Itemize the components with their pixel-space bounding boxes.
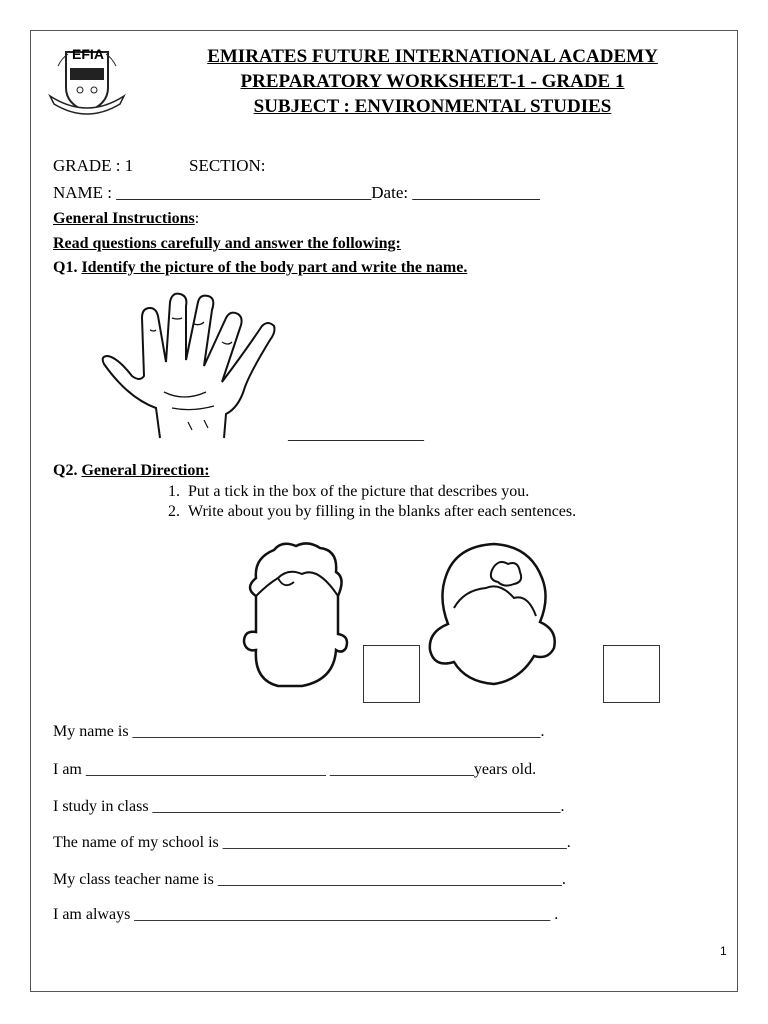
logo-text: EFIA [72,46,104,62]
girl-face-illustration [424,538,564,690]
q2-item-1-text: Put a tick in the box of the picture that describes you. [188,483,530,500]
grade-label: GRADE : 1 [53,156,134,175]
q2-item-2: 2. Write about you by filling in the blanks after each sentences. [168,503,577,520]
subject-title: SUBJECT : ENVIRONMENTAL STUDIES [253,96,612,117]
q2-item-2-text: Write about you by filling in the blanks after each sentences. [188,503,577,520]
school-title: EMIRATES FUTURE INTERNATIONAL ACADEMY [207,46,658,67]
worksheet-title: PREPARATORY WORKSHEET-1 - GRADE 1 [240,71,625,92]
fill-line-name[interactable]: My name is ___________________________________________________. [53,723,545,740]
fill-line-school[interactable]: The name of my school is ___________________________________________. [53,834,571,851]
hand-illustration [98,290,280,442]
fill-line-teacher[interactable]: My class teacher name is ___________________________________________. [53,871,566,888]
q1-text: Identify the picture of the body part and write the name. [81,259,468,276]
read-questions: Read questions carefully and answer the following: [53,235,401,252]
general-instructions-colon: : [194,210,200,227]
q2-number: Q2. [53,462,78,479]
fill-line-age[interactable]: I am ______________________________ __________________years old. [53,761,537,778]
page-number: 1 [720,944,727,958]
fill-line-always[interactable]: I am always ____________________________________________________ . [53,906,559,923]
fill-line-class[interactable]: I study in class ___________________________________________________. [53,798,565,815]
boy-face-illustration [238,538,354,690]
q2-item-1: 1. Put a tick in the box of the picture that describes you. [168,483,530,500]
section-label: SECTION: [189,156,266,175]
general-instructions-label: General Instructions [53,210,195,227]
q1-number: Q1. [53,259,78,276]
q1-prompt [53,259,467,277]
girl-tick-box[interactable] [603,645,660,703]
q1-answer-line[interactable]: ________________ [288,424,424,443]
name-date-line: NAME : ______________________________Date: _______________ [53,183,540,202]
general-instructions [53,210,199,228]
q2-label: General Direction: [81,462,210,479]
q2-prompt [53,462,210,480]
boy-tick-box[interactable] [363,645,420,703]
